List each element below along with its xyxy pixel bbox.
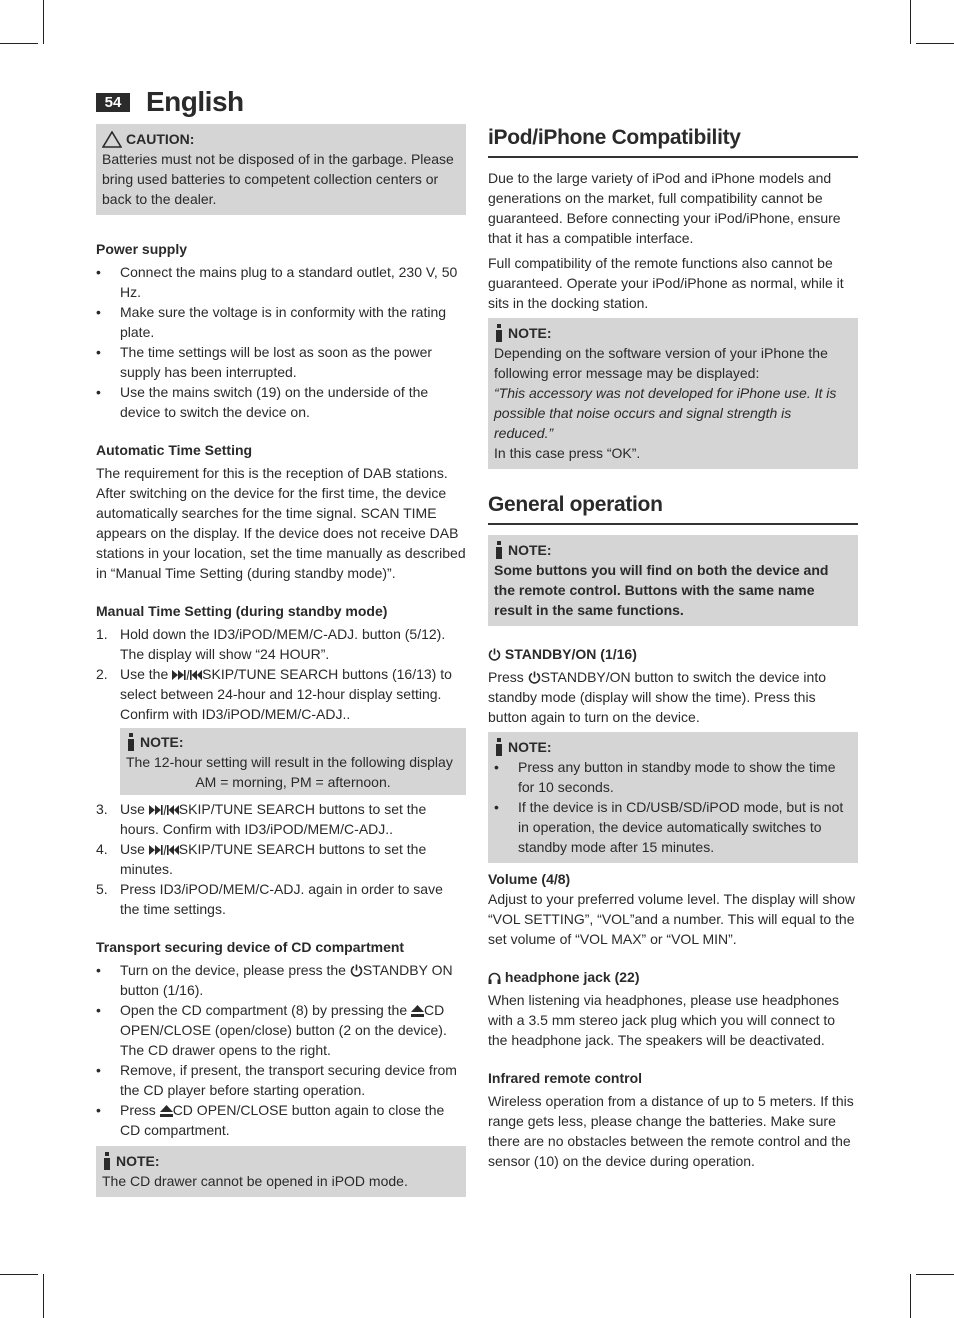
info-icon <box>494 738 504 756</box>
headphone-heading: headphone jack (22) <box>488 967 858 987</box>
list-item: • Open the CD compartment (8) by pressing the CD OPEN/CLOSE (open/close) button (2 on the device). The CD drawer opens to the right. <box>96 1002 447 1058</box>
info-icon <box>494 541 504 559</box>
crop-mark <box>910 0 911 44</box>
eject-icon <box>411 1005 424 1017</box>
left-column <box>96 124 466 1197</box>
note-box: NOTE: Some buttons you will find on both the device and the remote control. Buttons with the same name result in the same functions. <box>488 535 858 626</box>
list-item: • The time settings will be lost as soon as the power supply has been interrupted. <box>96 344 433 380</box>
infrared-text: Wireless operation from a distance of up to 5 meters. If this range gets less, please change the batteries. Make sure there are no obstacles between the remote control and the sensor (10) on the device during operation. <box>488 1093 854 1169</box>
list-item: 5. Press ID3/iPOD/MEM/C-ADJ. again in order to save the time settings. <box>96 881 443 917</box>
transport-heading: Transport securing device of CD compartment <box>96 939 405 955</box>
info-icon <box>102 1152 112 1170</box>
list-item: • Press CD OPEN/CLOSE button again to close the CD compartment. <box>96 1102 445 1138</box>
volume-heading: Volume (4/8) <box>488 871 571 887</box>
power-icon <box>350 964 363 977</box>
power-supply-list <box>96 262 466 422</box>
list-item: • If the device is in CD/USB/SD/iPOD mode, but is not in operation, the device automatically switches to standby mode after 15 minutes. <box>494 799 844 855</box>
list-item: 4. Use SKIP/TUNE SEARCH buttons to set the minutes. <box>96 841 427 877</box>
headphone-text: When listening via headphones, please use headphones with a 3.5 mm stereo jack plug which you will connect to the headphone jack. The speakers will be deactivated. <box>488 992 840 1048</box>
manual-time-steps-continued <box>96 799 466 919</box>
list-item: • Make sure the voltage is in conformity with the rating plate. <box>96 304 447 340</box>
list-item: 1. Hold down the ID3/iPOD/MEM/C-ADJ. button (5/12). The display will show “24 HOUR”. <box>96 626 446 662</box>
crop-mark <box>916 1274 954 1275</box>
infrared-heading: Infrared remote control <box>488 1070 643 1086</box>
ipod-paragraph: Due to the large variety of iPod and iPhone models and generations on the market, full compatibility cannot be guaranteed. Before connecting your iPod/iPhone, ensure that it has a compatible interface. <box>488 170 841 246</box>
auto-time-heading: Automatic Time Setting <box>96 442 253 458</box>
crop-mark <box>916 43 954 44</box>
note-box: NOTE: The CD drawer cannot be opened in iPOD mode. <box>96 1146 466 1197</box>
note-box: NOTE: • Press any button in standby mode to show the time for 10 seconds. • If the device is in CD/USB/SD/iPOD mode, but is not in operation, the device automatically switches to standby mode after 15 minutes. <box>488 732 858 863</box>
eject-icon <box>160 1105 173 1117</box>
crop-mark <box>43 1274 44 1318</box>
headphone-icon <box>488 972 501 984</box>
list-item: • Use the mains switch (19) on the underside of the device to switch the device on. <box>96 384 429 420</box>
info-icon <box>494 324 504 342</box>
crop-mark <box>0 1274 38 1275</box>
list-item: 2. Use the SKIP/TUNE SEARCH buttons (16/13) to select between 24-hour and 12-hour display setting. Confirm with ID3/iPOD/MEM/C-ADJ.. <box>96 666 452 722</box>
volume-text: Adjust to your preferred volume level. The display will show “VOL SETTING”, “VOL”and a number. This will equal to the set volume of “VOL MAX” or “VOL MIN”. <box>488 891 856 947</box>
warning-icon <box>102 131 122 148</box>
power-supply-heading: Power supply <box>96 241 188 257</box>
crop-mark <box>910 1274 911 1318</box>
skip-icon <box>149 804 179 816</box>
list-item: • Connect the mains plug to a standard outlet, 230 V, 50 Hz. <box>96 264 458 300</box>
power-icon <box>488 648 501 661</box>
manual-time-steps <box>96 624 466 724</box>
caution-text: Batteries must not be disposed of in the garbage. Please bring used batteries to competent collection centers or back to the dealer. <box>102 151 454 207</box>
page-header <box>96 84 244 120</box>
transport-list <box>96 960 466 1140</box>
list-item: • Press any button in standby mode to show the time for 10 seconds. <box>494 759 836 795</box>
manual-time-heading: Manual Time Setting (during standby mode) <box>96 603 388 619</box>
right-column <box>488 124 858 1171</box>
skip-icon <box>172 669 202 681</box>
list-item: • Turn on the device, please press the STANDBY ON button (1/16). <box>96 962 453 998</box>
power-icon <box>528 671 541 684</box>
caution-box <box>96 124 466 215</box>
crop-mark <box>0 43 38 44</box>
ipod-heading: iPod/iPhone Compatibility <box>488 124 858 158</box>
standby-heading: STANDBY/ON (1/16) <box>488 644 858 664</box>
info-icon <box>126 733 136 751</box>
note-box: NOTE: The 12-hour setting will result in the following display AM = morning, PM = afternoon. <box>120 728 466 795</box>
standby-note-list <box>494 757 852 857</box>
list-item: 3. Use SKIP/TUNE SEARCH buttons to set the hours. Confirm with ID3/iPOD/MEM/C-ADJ.. <box>96 801 427 837</box>
page-number: 54 <box>96 93 130 112</box>
page-title: English <box>146 86 244 117</box>
standby-text: Press STANDBY/ON button to switch the device into standby mode (display will show the time). Press this button again to turn on the device. <box>488 669 826 725</box>
crop-mark <box>43 0 44 44</box>
ipod-paragraph: Full compatibility of the remote functions also cannot be guaranteed. Operate your iPod/iPhone as normal, while it sits in the docking station. <box>488 255 844 311</box>
auto-time-text: The requirement for this is the reception of DAB stations. After switching on the device for the first time, the device automatically searches for the time signal. SCAN TIME appears on the display. If the device does not receive DAB stations in your location, set the time manually as described in “Manual Time Setting (during standby mode)”. <box>96 465 466 581</box>
note-box: NOTE: Depending on the software version of your iPhone the following error message may be displayed: “This accessory was not developed for iPhone use. It is possible that noise occurs and signal strength is reduced.” In this case press “OK”. <box>488 318 858 469</box>
caution-label: CAUTION: <box>126 131 195 147</box>
list-item: • Remove, if present, the transport securing device from the CD player before starting operation. <box>96 1062 457 1098</box>
general-operation-heading: General operation <box>488 491 858 525</box>
skip-icon <box>149 844 179 856</box>
